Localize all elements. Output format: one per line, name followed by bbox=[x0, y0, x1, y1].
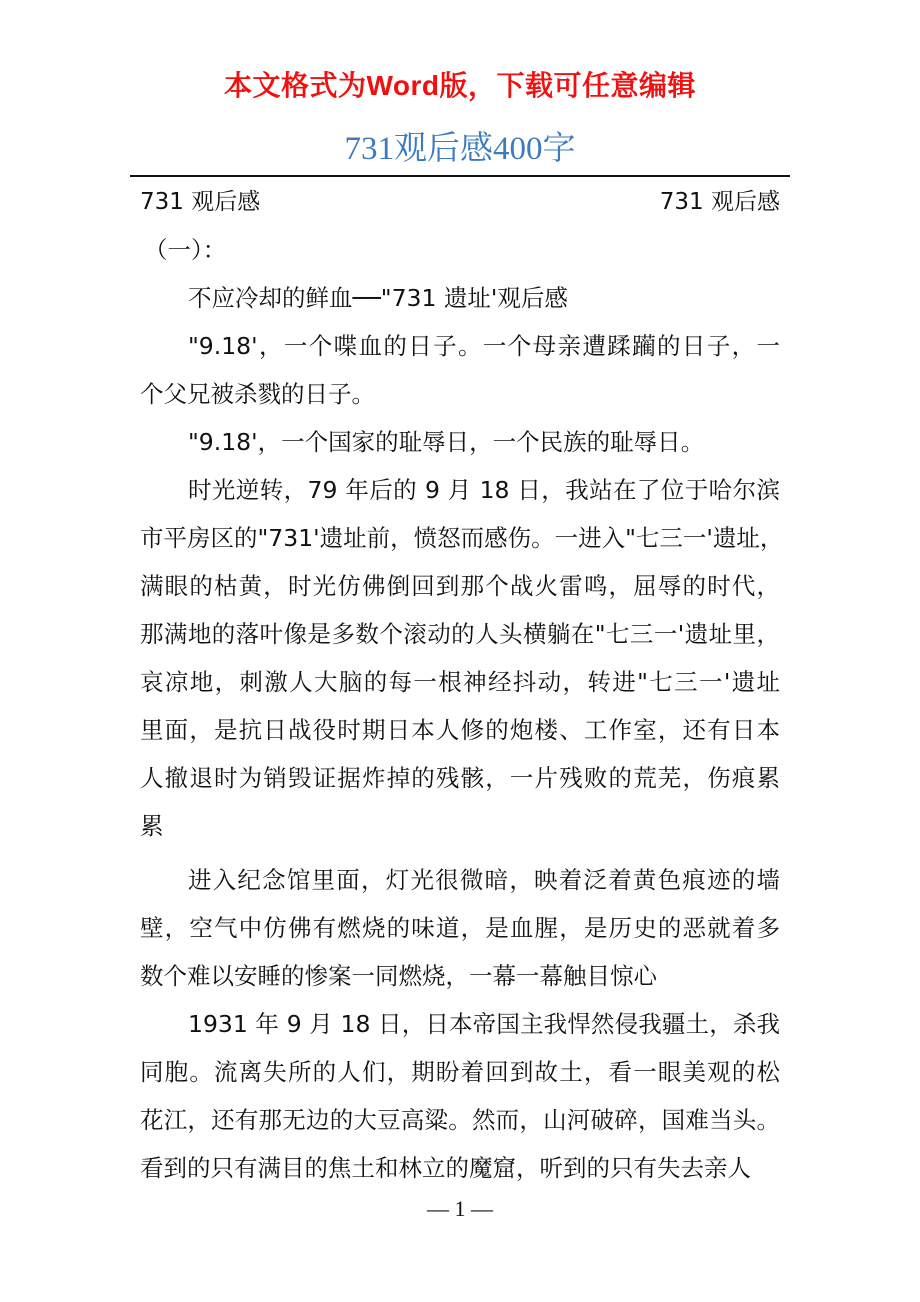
download-notice-banner: 本文格式为Word版，下载可任意编辑 bbox=[223, 70, 697, 101]
paragraph-line: 人撤退时为销毁证据炸掉的残骸，一片残败的荒芜，伤痕累 bbox=[140, 764, 780, 792]
section-label: （一）： bbox=[144, 236, 227, 264]
paragraph-line: 看到的只有满目的焦土和林立的魔窟，听到的只有失去亲人 bbox=[140, 1154, 751, 1182]
paragraph-line: 累 bbox=[140, 812, 164, 840]
paragraph-line: 进入纪念馆里面，灯光很微暗，映着泛着黄色痕迹的墙 bbox=[188, 866, 780, 894]
title-divider bbox=[130, 175, 790, 177]
paragraph bbox=[140, 426, 780, 474]
paragraph bbox=[140, 330, 780, 426]
paragraph-line: "9.18'，一个国家的耻辱日，一个民族的耻辱日。 bbox=[188, 428, 705, 456]
paragraph bbox=[140, 1008, 780, 1200]
paragraph bbox=[140, 282, 780, 330]
paragraph bbox=[140, 864, 780, 1008]
paragraph-line: 时光逆转，79 年后的 9 月 18 日，我站在了位于哈尔滨 bbox=[188, 476, 780, 504]
paragraph-line: 壁，空气中仿佛有燃烧的味道，是血腥，是历史的恶就着多 bbox=[140, 914, 780, 942]
paragraph-line: 同胞。流离失所的人们，期盼着回到故土，看一眼美观的松 bbox=[140, 1058, 780, 1086]
paragraph-line: 市平房区的"731'遗址前，愤怒而感伤。一进入"七三一'遗址， bbox=[140, 524, 784, 552]
paragraph bbox=[140, 474, 784, 858]
paragraph-line: 个父兄被杀戮的日子。 bbox=[140, 380, 375, 408]
page-number: — 1 — bbox=[427, 1196, 493, 1221]
paragraph-line: 里面，是抗日战役时期日本人修的炮楼、工作室，还有日本 bbox=[140, 716, 780, 744]
paragraph-line: "9.18'，一个喋血的日子。一个母亲遭蹂躏的日子，一 bbox=[188, 332, 780, 360]
paragraph-line: 数个难以安睡的惨案一同燃烧，一幕一幕触目惊心 bbox=[140, 962, 657, 990]
document-title: 731观后感400字 bbox=[344, 131, 576, 167]
paragraph-line: 满眼的枯黄，时光仿佛倒回到那个战火雷鸣，屈辱的时代， bbox=[140, 572, 780, 600]
paragraph-line: 不应冷却的鲜血──"731 遗址'观后感 bbox=[188, 284, 568, 312]
paragraph-line: 那满地的落叶像是多数个滚动的人头横躺在"七三一'遗址里， bbox=[140, 620, 780, 648]
header-left: 731 观后感 bbox=[140, 189, 261, 215]
paragraph-line: 花江，还有那无边的大豆高粱。然而，山河破碎，国难当头。 bbox=[140, 1106, 780, 1134]
document-body bbox=[140, 234, 784, 1200]
paragraph-line: 哀凉地，刺激人大脑的每一根神经抖动，转进"七三一'遗址 bbox=[140, 668, 780, 696]
paragraph-line: 1931 年 9 月 18 日，日本帝国主我悍然侵我疆土，杀我 bbox=[188, 1010, 780, 1038]
header-right: 731 观后感 bbox=[659, 189, 780, 215]
